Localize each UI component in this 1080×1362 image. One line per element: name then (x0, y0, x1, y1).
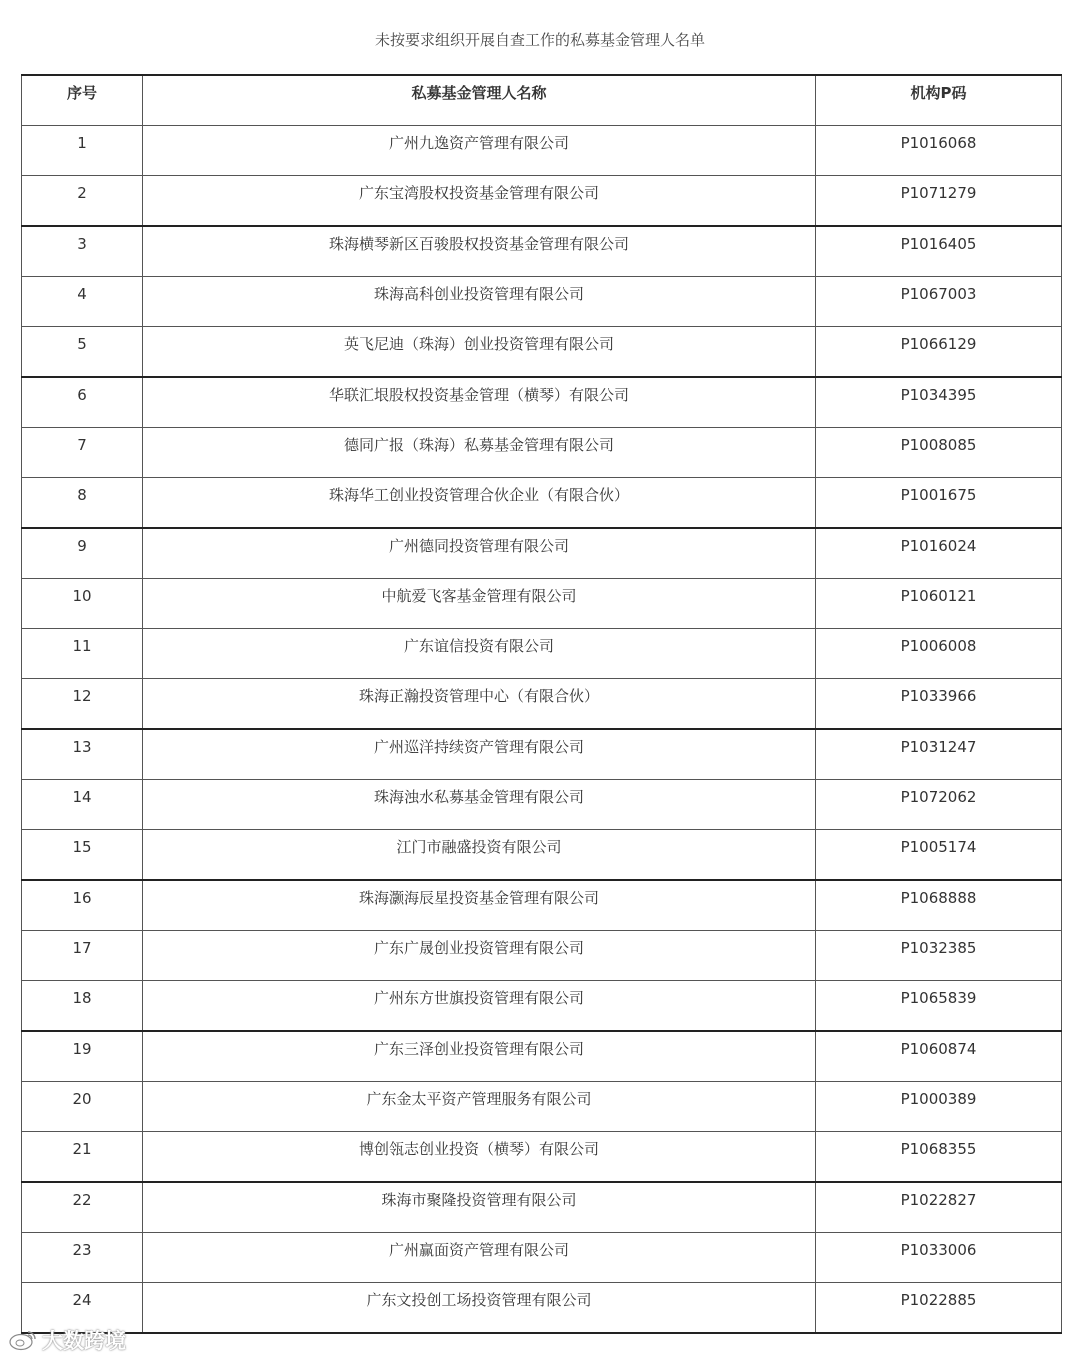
table-row (22, 679, 1062, 730)
table-row (22, 528, 1062, 579)
cell-org-code: P1022827 (816, 1182, 1062, 1233)
cell-serial: 18 (22, 981, 143, 1032)
cell-manager-name: 广州赢面资产管理有限公司 (143, 1233, 816, 1283)
cell-serial: 19 (22, 1031, 143, 1082)
cell-serial: 7 (22, 428, 143, 478)
cell-org-code: P1022885 (816, 1283, 1062, 1334)
cell-serial: 1 (22, 126, 143, 176)
cell-serial: 20 (22, 1082, 143, 1132)
table-row (22, 377, 1062, 428)
cell-manager-name: 广东金太平资产管理服务有限公司 (143, 1082, 816, 1132)
cell-serial: 21 (22, 1132, 143, 1183)
cell-manager-name: 珠海浊水私募基金管理有限公司 (143, 780, 816, 830)
table-row (22, 327, 1062, 378)
cell-org-code: P1031247 (816, 729, 1062, 780)
cell-org-code: P1033966 (816, 679, 1062, 730)
header-org-code: 机构P码 (816, 75, 1062, 126)
cell-serial: 6 (22, 377, 143, 428)
cell-org-code: P1016405 (816, 226, 1062, 277)
cell-manager-name: 珠海高科创业投资管理有限公司 (143, 277, 816, 327)
table-row (22, 478, 1062, 529)
cell-manager-name: 珠海灏海辰星投资基金管理有限公司 (143, 880, 816, 931)
table-row (22, 629, 1062, 679)
cell-org-code: P1000389 (816, 1082, 1062, 1132)
table-header-row (22, 75, 1062, 126)
cell-serial: 10 (22, 579, 143, 629)
cell-serial: 16 (22, 880, 143, 931)
cell-org-code: P1001675 (816, 478, 1062, 529)
table-row (22, 830, 1062, 881)
table-row (22, 1283, 1062, 1334)
cell-org-code: P1008085 (816, 428, 1062, 478)
watermark-text: 大数跨境 (42, 1329, 126, 1353)
cell-manager-name: 珠海正瀚投资管理中心（有限合伙） (143, 679, 816, 730)
weibo-logo-icon (8, 1329, 38, 1351)
cell-org-code: P1016024 (816, 528, 1062, 579)
table-row (22, 1031, 1062, 1082)
table-row (22, 428, 1062, 478)
cell-org-code: P1033006 (816, 1233, 1062, 1283)
table-row (22, 1132, 1062, 1183)
cell-org-code: P1072062 (816, 780, 1062, 830)
cell-serial: 17 (22, 931, 143, 981)
cell-serial: 24 (22, 1283, 143, 1334)
cell-serial: 13 (22, 729, 143, 780)
cell-serial: 14 (22, 780, 143, 830)
cell-org-code: P1071279 (816, 176, 1062, 227)
cell-manager-name: 广东广晟创业投资管理有限公司 (143, 931, 816, 981)
table-row (22, 931, 1062, 981)
table-row (22, 277, 1062, 327)
cell-serial: 3 (22, 226, 143, 277)
table-row (22, 981, 1062, 1032)
table-row (22, 226, 1062, 277)
cell-manager-name: 广东谊信投资有限公司 (143, 629, 816, 679)
cell-org-code: P1016068 (816, 126, 1062, 176)
cell-manager-name: 英飞尼迪（珠海）创业投资管理有限公司 (143, 327, 816, 378)
page-title: 未按要求组织开展自查工作的私募基金管理人名单 (374, 31, 705, 49)
cell-serial: 22 (22, 1182, 143, 1233)
cell-serial: 5 (22, 327, 143, 378)
cell-org-code: P1060121 (816, 579, 1062, 629)
cell-org-code: P1065839 (816, 981, 1062, 1032)
cell-manager-name: 广州巡洋持续资产管理有限公司 (143, 729, 816, 780)
cell-serial: 15 (22, 830, 143, 881)
cell-serial: 12 (22, 679, 143, 730)
table-row (22, 1182, 1062, 1233)
cell-manager-name: 博创瓴志创业投资（横琴）有限公司 (143, 1132, 816, 1183)
table-row (22, 176, 1062, 227)
cell-org-code: P1034395 (816, 377, 1062, 428)
cell-serial: 23 (22, 1233, 143, 1283)
cell-manager-name: 珠海市聚隆投资管理有限公司 (143, 1182, 816, 1233)
cell-manager-name: 广州九逸资产管理有限公司 (143, 126, 816, 176)
cell-manager-name: 中航爱飞客基金管理有限公司 (143, 579, 816, 629)
cell-manager-name: 珠海横琴新区百骏股权投资基金管理有限公司 (143, 226, 816, 277)
cell-manager-name: 德同广报（珠海）私募基金管理有限公司 (143, 428, 816, 478)
cell-serial: 2 (22, 176, 143, 227)
cell-manager-name: 广东文投创工场投资管理有限公司 (143, 1283, 816, 1334)
cell-manager-name: 广东宝湾股权投资基金管理有限公司 (143, 176, 816, 227)
cell-org-code: P1060874 (816, 1031, 1062, 1082)
header-serial: 序号 (22, 75, 143, 126)
cell-manager-name: 江门市融盛投资有限公司 (143, 830, 816, 881)
cell-serial: 9 (22, 528, 143, 579)
header-manager-name: 私募基金管理人名称 (143, 75, 816, 126)
cell-org-code: P1068355 (816, 1132, 1062, 1183)
cell-org-code: P1006008 (816, 629, 1062, 679)
table-row (22, 880, 1062, 931)
cell-manager-name: 广州东方世旗投资管理有限公司 (143, 981, 816, 1032)
table-row (22, 780, 1062, 830)
cell-manager-name: 广东三泽创业投资管理有限公司 (143, 1031, 816, 1082)
table-row (22, 1233, 1062, 1283)
cell-org-code: P1005174 (816, 830, 1062, 881)
manager-table (21, 74, 1062, 1334)
cell-manager-name: 华联汇垠股权投资基金管理（横琴）有限公司 (143, 377, 816, 428)
table-row (22, 729, 1062, 780)
cell-serial: 8 (22, 478, 143, 529)
cell-manager-name: 广州德同投资管理有限公司 (143, 528, 816, 579)
cell-org-code: P1067003 (816, 277, 1062, 327)
cell-org-code: P1032385 (816, 931, 1062, 981)
table-row (22, 126, 1062, 176)
cell-org-code: P1066129 (816, 327, 1062, 378)
table-row (22, 1082, 1062, 1132)
watermark (8, 1326, 126, 1354)
cell-serial: 4 (22, 277, 143, 327)
cell-serial: 11 (22, 629, 143, 679)
cell-manager-name: 珠海华工创业投资管理合伙企业（有限合伙） (143, 478, 816, 529)
cell-org-code: P1068888 (816, 880, 1062, 931)
table-row (22, 579, 1062, 629)
